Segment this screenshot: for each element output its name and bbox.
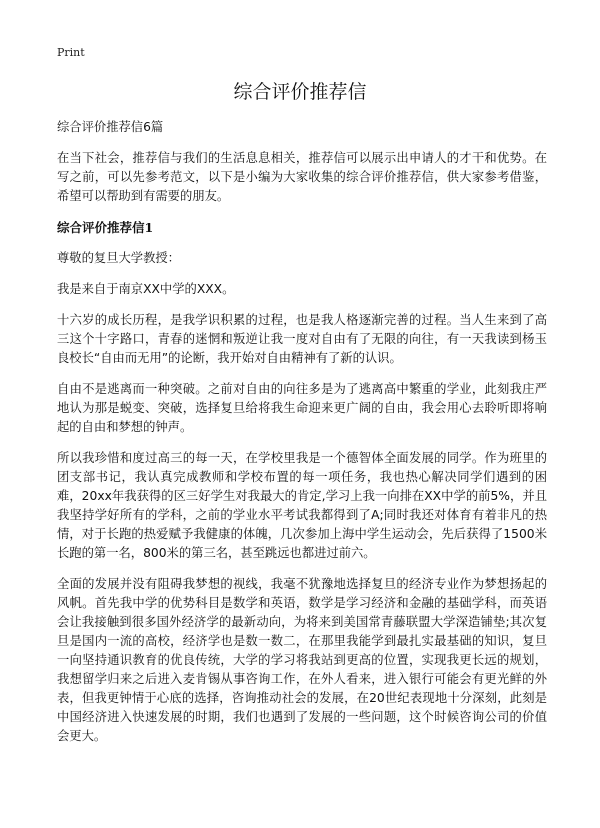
body-paragraph: 所以我珍惜和度过高三的每一天，在学校里我是一个德智体全面发展的同学。作为班里的团支部书记，我认真完成教师和学校布置的每一项任务，我也热心解决同学们遇到的困难，20xx年我获得的区三好学生对我最大的肯定,学习上我一向排在XX中学的前5%，并且我坚持学好所有的学科，之前的学业水平考试我都得到了A;同时我还对体育有着非凡的热情，对于长跑的热爱赋予我健康的体魄，几次参加上海中学生运动会，先后获得了1500米长跑的第一名，800米的第三名，甚至跳远也都进过前六。 bbox=[57, 451, 547, 560]
document-subtitle: 综合评价推荐信6篇 bbox=[57, 120, 164, 134]
document-title: 综合评价推荐信 bbox=[233, 81, 367, 103]
print-label: Print bbox=[57, 46, 85, 59]
salutation: 尊敬的复旦大学教授： bbox=[57, 251, 180, 265]
body-paragraph: 十六岁的成长历程，是我学识积累的过程，也是我人格逐渐完善的过程。当人生来到了高三这个十字路口，青春的迷惘和叛逆让我一度对自由有了无限的向往，有一天我读到杨玉良校长“自由而无用”的论断，我开始对自由精神有了新的认识。 bbox=[57, 313, 547, 365]
section-heading: 综合评价推荐信1 bbox=[57, 220, 154, 235]
intro-paragraph: 在当下社会，推荐信与我们的生活息息相关，推荐信可以展示出申请人的才干和优势。在写之前，可以先参考范文，以下是小编为大家收集的综合评价推荐信，供大家参考借鉴，希望可以帮助到有需要的朋友。 bbox=[57, 151, 547, 203]
body-paragraph: 自由不是逃离而一种突破。之前对自由的向往多是为了逃离高中繁重的学业，此刻我庄严地认为那是蜕变、突破，选择复旦给将我生命迎来更广阔的自由，我会用心去聆听即将响起的自由和梦想的钟声。 bbox=[57, 382, 547, 434]
body-paragraph: 我是来自于南京XX中学的XXX。 bbox=[57, 282, 235, 296]
body-paragraph: 全面的发展并没有阻碍我梦想的视线，我毫不犹豫地选择复旦的经济专业作为梦想扬起的风帆。首先我中学的优势科目是数学和英语，数学是学习经济和金融的基础学科，而英语会让我接触到很多国外经济学的最新动向，为将来到美国常青藤联盟大学深造铺垫;其次复旦是国内一流的高校，经济学也是数一数二，在那里我能学到最扎实最基础的知识，复旦一向坚持通识教育的优良传统，大学的学习将我站到更高的位置，实现我更长远的规划，我想留学归来之后进入麦肯锡从事咨询工作，在外人看来，进入银行可能会有更光鲜的外表，但我更钟情于心底的选择，咨询推动社会的发展，在20世纪表现地十分深刻，此刻是中国经济进入快速发展的时期，我们也遇到了发展的一些问题，这个时候咨询公司的价值会更大。 bbox=[57, 577, 547, 743]
document-body bbox=[57, 118, 547, 758]
